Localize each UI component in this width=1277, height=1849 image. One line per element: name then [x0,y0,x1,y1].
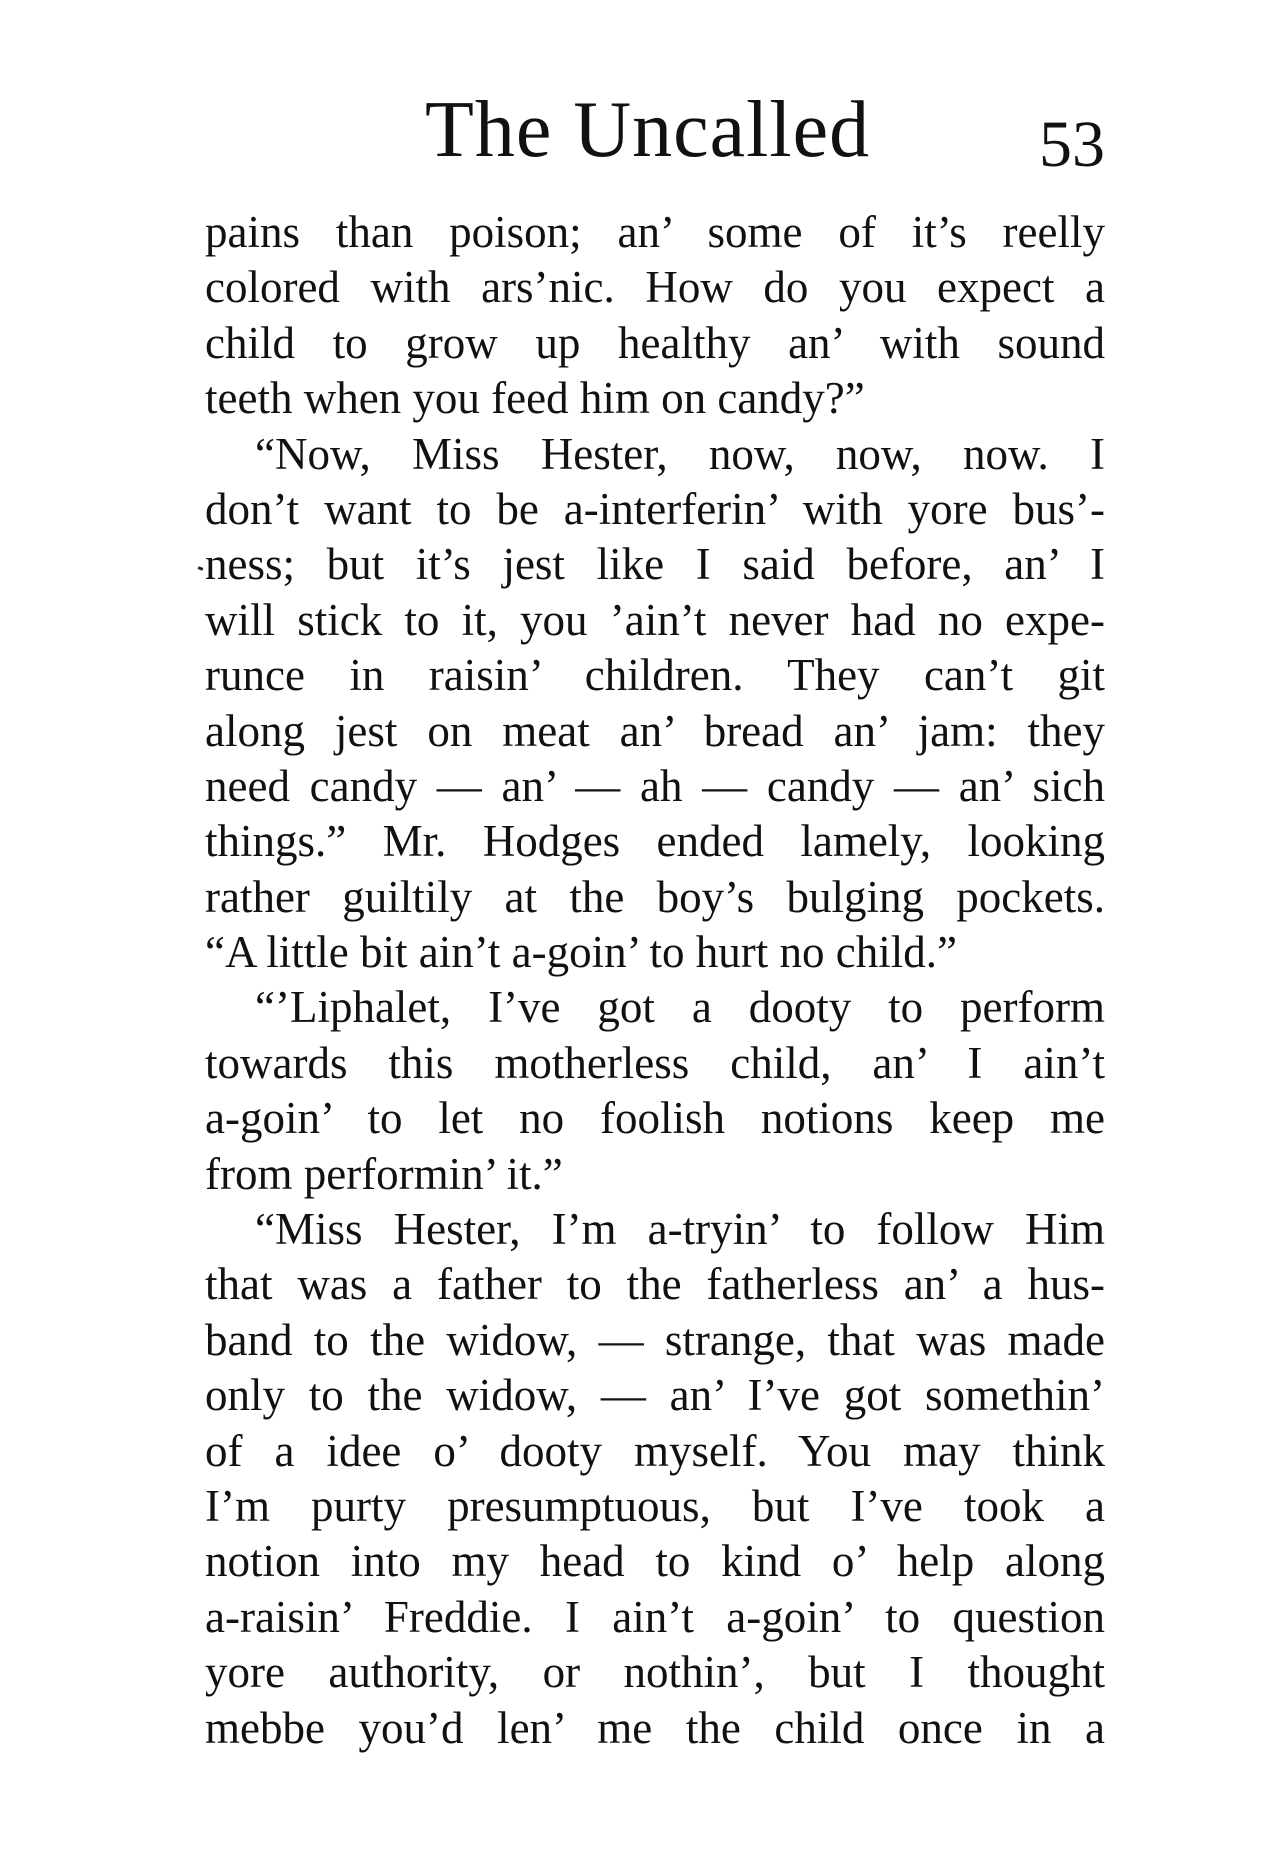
text-line: runce in raisin’ children. They can’t git [205,650,1105,701]
text-line: “A little bit ain’t a-goin’ to hurt no child.” [205,927,957,978]
page-header [205,86,1105,190]
text-line: “Now, Miss Hester, now, now, now. I [255,428,1105,479]
text-line: will stick to it, you ’ain’t never had no expe- [205,594,1105,645]
text-line: mebbe you’d len’ me the child once in a [205,1702,1105,1753]
text-line: “’Liphalet, I’ve got a dooty to perform [255,982,1105,1033]
text-line: of a idee o’ dooty myself. You may think [205,1425,1105,1476]
running-title: The Uncalled [425,86,871,174]
text-line: “Miss Hester, I’m a-tryin’ to follow Him [255,1204,1105,1255]
text-line: along jest on meat an’ bread an’ jam: they [205,705,1105,756]
text-line: a-goin’ to let no foolish notions keep me [205,1093,1105,1144]
text-line: things.” Mr. Hodges ended lamely, looking [205,816,1105,867]
text-line: colored with ars’nic. How do you expect a [205,262,1105,313]
text-line: need candy — an’ — ah — candy — an’ sich [205,760,1105,811]
text-line: yore authority, or nothin’, but I thought [205,1647,1105,1698]
text-line: pains than poison; an’ some of it’s reelly [205,207,1105,257]
text-line: ness; but it’s jest like I said before, an’ I [205,539,1105,590]
text-line: a-raisin’ Freddie. I ain’t a-goin’ to question [205,1591,1105,1642]
text-line: teeth when you feed him on candy?” [205,373,865,424]
text-line: don’t want to be a-interferin’ with yore bus’- [205,483,1105,534]
text-line: that was a father to the fatherless an’ a hus- [205,1259,1105,1310]
text-line: only to the widow, — an’ I’ve got somethin’ [205,1370,1105,1421]
page-number: 53 [1039,108,1105,181]
text-line: from performin’ it.” [205,1148,563,1199]
print-speck [198,566,204,571]
text-line: towards this motherless child, an’ I ain’t [205,1037,1105,1088]
text-line: child to grow up healthy an’ with sound [205,317,1105,368]
body-text [205,205,1105,1756]
text-line: notion into my head to kind o’ help along [205,1536,1105,1587]
text-line: I’m purty presumptuous, but I’ve took a [205,1480,1105,1531]
text-line: rather guiltily at the boy’s bulging pockets. [205,871,1105,922]
text-line: band to the widow, — strange, that was made [205,1314,1105,1365]
